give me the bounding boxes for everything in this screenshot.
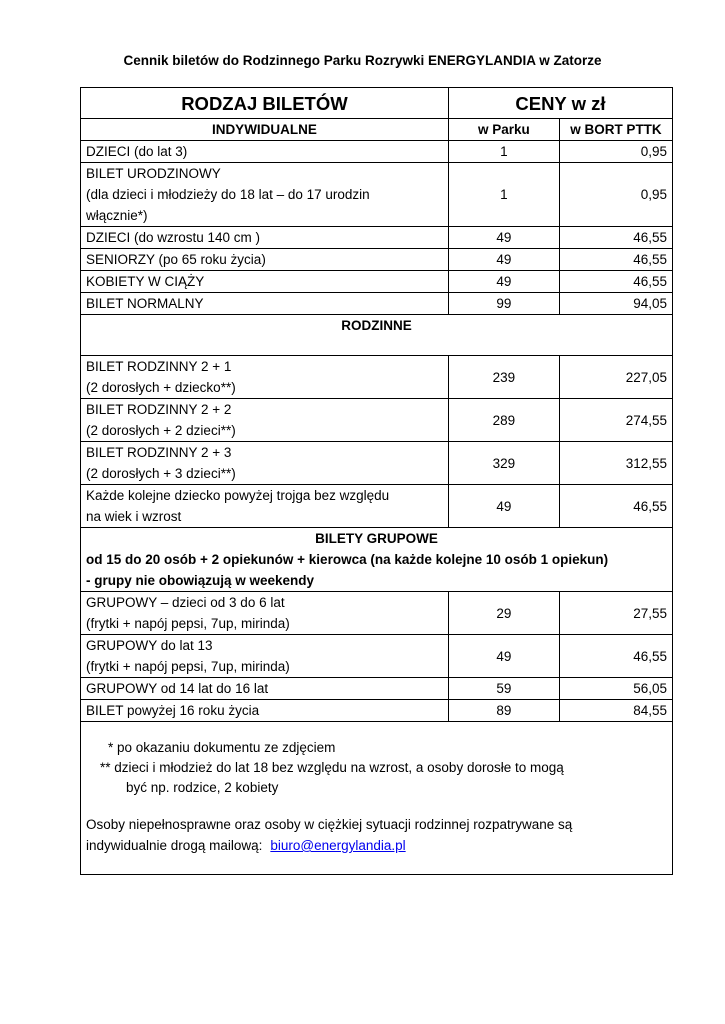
group-section-row bbox=[81, 528, 673, 592]
ticket-type-line: DZIECI (do lat 3) bbox=[86, 144, 188, 159]
group-ticket-row bbox=[81, 635, 673, 678]
bort-price-cell: 0,95 bbox=[559, 141, 672, 163]
price-table bbox=[80, 87, 673, 875]
table-subheader-row bbox=[81, 119, 673, 141]
prices-header: CENY w zł bbox=[448, 88, 672, 119]
ticket-type-cell bbox=[81, 700, 449, 722]
ticket-type-cell bbox=[81, 271, 449, 293]
park-price-cell: 49 bbox=[448, 227, 559, 249]
group-section-weekend-note: - grupy nie obowiązują w weekendy bbox=[86, 573, 315, 588]
group-ticket-row bbox=[81, 678, 673, 700]
park-price-cell: 99 bbox=[448, 293, 559, 315]
footnote-single-asterisk: * po okazaniu dokumentu ze zdjęciem bbox=[108, 740, 336, 755]
ticket-type-cell bbox=[81, 293, 449, 315]
individual-ticket-row bbox=[81, 163, 673, 227]
bort-price-cell: 46,55 bbox=[559, 227, 672, 249]
group-section-title: BILETY GRUPOWE bbox=[315, 531, 438, 546]
ticket-type-cell bbox=[81, 249, 449, 271]
ticket-type-line: BILET powyżej 16 roku życia bbox=[86, 703, 260, 718]
ticket-type-cell bbox=[81, 592, 449, 635]
individual-ticket-row bbox=[81, 141, 673, 163]
disabled-persons-note-line1: Osoby niepełnosprawne oraz osoby w ciężkiej sytuacji rodzinnej rozpatrywane są bbox=[86, 817, 573, 832]
individual-ticket-row bbox=[81, 249, 673, 271]
ticket-type-line: GRUPOWY do lat 13 bbox=[86, 638, 213, 653]
group-section-header bbox=[81, 528, 673, 592]
disabled-persons-note bbox=[86, 814, 667, 856]
disabled-persons-note-line2: indywidualnie drogą mailową: bbox=[86, 838, 263, 853]
individual-ticket-row bbox=[81, 293, 673, 315]
park-price-cell: 49 bbox=[448, 485, 559, 528]
park-price-cell: 89 bbox=[448, 700, 559, 722]
ticket-type-line: BILET URODZINOWY bbox=[86, 166, 221, 181]
footnote-double-asterisk-continued: być np. rodzice, 2 kobiety bbox=[126, 780, 279, 795]
ticket-type-cell bbox=[81, 678, 449, 700]
ticket-type-cell bbox=[81, 163, 449, 227]
ticket-type-cell bbox=[81, 485, 449, 528]
individual-rows bbox=[81, 141, 673, 315]
ticket-type-line: GRUPOWY – dzieci od 3 do 6 lat bbox=[86, 595, 285, 610]
family-section-row bbox=[81, 315, 673, 356]
park-price-cell: 1 bbox=[448, 163, 559, 227]
park-price-cell: 49 bbox=[448, 271, 559, 293]
ticket-type-cell bbox=[81, 227, 449, 249]
park-price-cell: 289 bbox=[448, 399, 559, 442]
ticket-type-line: włącznie*) bbox=[86, 208, 148, 223]
ticket-type-line: BILET RODZINNY 2 + 1 bbox=[86, 359, 232, 374]
group-section-rule: od 15 do 20 osób + 2 opiekunów + kierowca (na każde kolejne 10 osób 1 opiekun) bbox=[86, 552, 609, 567]
ticket-type-header: RODZAJ BILETÓW bbox=[81, 88, 449, 119]
ticket-type-line: SENIORZY (po 65 roku życia) bbox=[86, 252, 266, 267]
ticket-type-line: Każde kolejne dziecko powyżej trojga bez względu bbox=[86, 488, 390, 503]
bort-price-cell: 46,55 bbox=[559, 635, 672, 678]
ticket-type-line: na wiek i wzrost bbox=[86, 509, 182, 524]
group-rows bbox=[81, 592, 673, 722]
bort-price-cell: 94,05 bbox=[559, 293, 672, 315]
individual-ticket-row bbox=[81, 271, 673, 293]
bort-price-cell: 0,95 bbox=[559, 163, 672, 227]
family-section-label: RODZINNE bbox=[81, 315, 673, 356]
ticket-type-line: (frytki + napój pepsi, 7up, mirinda) bbox=[86, 616, 290, 631]
ticket-type-line: KOBIETY W CIĄŻY bbox=[86, 274, 205, 289]
ticket-type-line: BILET NORMALNY bbox=[86, 296, 204, 311]
bort-price-cell: 312,55 bbox=[559, 442, 672, 485]
bort-price-cell: 46,55 bbox=[559, 485, 672, 528]
bort-price-cell: 84,55 bbox=[559, 700, 672, 722]
family-ticket-row bbox=[81, 399, 673, 442]
ticket-type-cell bbox=[81, 635, 449, 678]
park-price-cell: 49 bbox=[448, 249, 559, 271]
ticket-type-line: (2 dorosłych + 2 dzieci**) bbox=[86, 423, 236, 438]
bort-price-column-header: w BORT PTTK bbox=[559, 119, 672, 141]
ticket-type-line: (2 dorosłych + 3 dzieci**) bbox=[86, 466, 236, 481]
park-price-cell: 239 bbox=[448, 356, 559, 399]
ticket-type-line: DZIECI (do wzrostu 140 cm ) bbox=[86, 230, 261, 245]
park-price-column-header: w Parku bbox=[448, 119, 559, 141]
family-ticket-row bbox=[81, 485, 673, 528]
park-price-cell: 29 bbox=[448, 592, 559, 635]
table-header-row bbox=[81, 88, 673, 119]
individual-section-label: INDYWIDUALNE bbox=[81, 119, 449, 141]
ticket-type-line: (frytki + napój pepsi, 7up, mirinda) bbox=[86, 659, 290, 674]
bort-price-cell: 56,05 bbox=[559, 678, 672, 700]
family-ticket-row bbox=[81, 442, 673, 485]
ticket-type-cell bbox=[81, 399, 449, 442]
individual-ticket-row bbox=[81, 227, 673, 249]
document-title: Cennik biletów do Rodzinnego Parku Rozrywki ENERGYLANDIA w Zatorze bbox=[123, 53, 602, 68]
bort-price-cell: 274,55 bbox=[559, 399, 672, 442]
ticket-type-line: BILET RODZINNY 2 + 2 bbox=[86, 402, 232, 417]
bort-price-cell: 27,55 bbox=[559, 592, 672, 635]
family-rows bbox=[81, 356, 673, 528]
ticket-type-line: (dla dzieci i młodzieży do 18 lat – do 17 urodzin bbox=[86, 187, 370, 202]
bort-price-cell: 227,05 bbox=[559, 356, 672, 399]
group-ticket-row bbox=[81, 592, 673, 635]
footnote-double-asterisk: ** dzieci i młodzież do lat 18 bez względu na wzrost, a osoby dorosłe to mogą bbox=[100, 760, 564, 775]
park-price-cell: 49 bbox=[448, 635, 559, 678]
park-price-cell: 1 bbox=[448, 141, 559, 163]
ticket-type-cell bbox=[81, 442, 449, 485]
ticket-type-line: GRUPOWY od 14 lat do 16 lat bbox=[86, 681, 269, 696]
ticket-type-line: BILET RODZINNY 2 + 3 bbox=[86, 445, 232, 460]
park-price-cell: 329 bbox=[448, 442, 559, 485]
bort-price-cell: 46,55 bbox=[559, 271, 672, 293]
ticket-type-cell bbox=[81, 356, 449, 399]
group-ticket-row bbox=[81, 700, 673, 722]
family-ticket-row bbox=[81, 356, 673, 399]
notes-row bbox=[81, 722, 673, 875]
ticket-type-cell bbox=[81, 141, 449, 163]
bort-price-cell: 46,55 bbox=[559, 249, 672, 271]
notes-cell bbox=[81, 722, 673, 875]
park-price-cell: 59 bbox=[448, 678, 559, 700]
contact-email-link[interactable]: biuro@energylandia.pl bbox=[270, 838, 406, 853]
ticket-type-line: (2 dorosłych + dziecko**) bbox=[86, 380, 236, 395]
